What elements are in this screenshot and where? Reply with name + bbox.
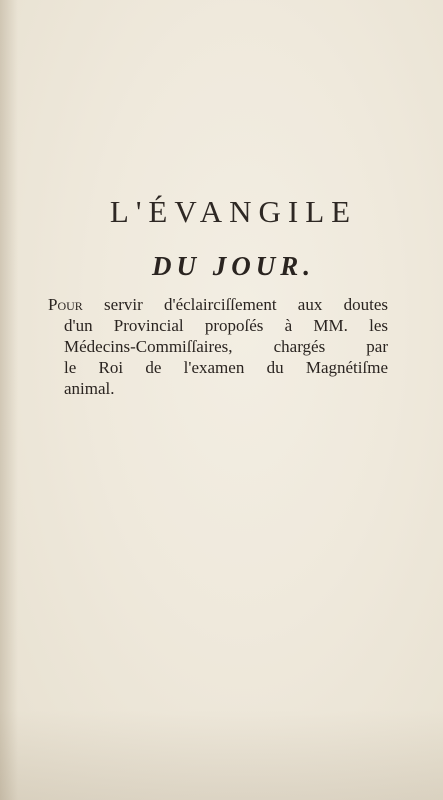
- page-subtitle: DU JOUR.: [151, 251, 315, 281]
- description-line-4: le Roi de l'examen du Magnétiſme: [64, 358, 388, 377]
- binding-shadow: [0, 0, 18, 800]
- title-description: [48, 294, 388, 399]
- description-line-3: Médecins-Commiſſaires, chargés par: [64, 337, 388, 356]
- description-line-2: d'un Provincial propoſés à MM. les: [64, 316, 388, 335]
- description-line-1: [48, 294, 388, 315]
- page-title: L'ÉVANGILE: [109, 194, 358, 229]
- description-line-1-rest: servir d'éclairciſſement aux doutes: [82, 295, 388, 314]
- lead-word: Pour: [48, 295, 83, 314]
- description-line-5: animal.: [64, 379, 115, 398]
- paper-shade: [0, 710, 443, 800]
